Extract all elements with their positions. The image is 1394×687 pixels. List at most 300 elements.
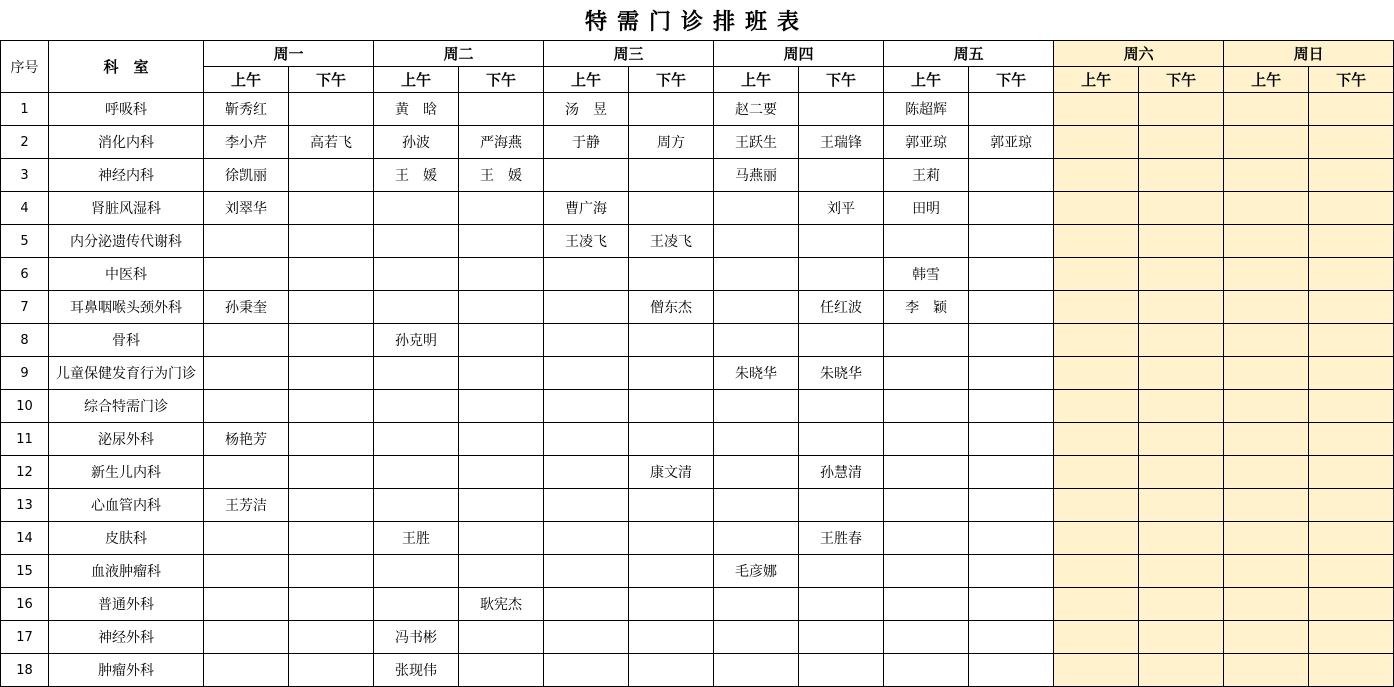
doctor-slot-cell[interactable]	[629, 357, 714, 390]
header-am[interactable]: 上午	[1054, 67, 1139, 93]
doctor-slot-cell[interactable]	[884, 555, 969, 588]
doctor-slot-cell[interactable]: 朱晓华	[714, 357, 799, 390]
doctor-slot-cell[interactable]: 王瑞锋	[799, 126, 884, 159]
doctor-slot-cell[interactable]	[1054, 357, 1139, 390]
doctor-slot-cell[interactable]	[799, 423, 884, 456]
doctor-slot-cell[interactable]	[629, 324, 714, 357]
doctor-slot-cell[interactable]	[1139, 192, 1224, 225]
doctor-slot-cell[interactable]	[969, 93, 1054, 126]
doctor-slot-cell[interactable]	[374, 423, 459, 456]
department-cell[interactable]: 消化内科	[49, 126, 204, 159]
department-cell[interactable]: 血液肿瘤科	[49, 555, 204, 588]
row-number-cell[interactable]: 2	[1, 126, 49, 159]
doctor-slot-cell[interactable]	[714, 390, 799, 423]
doctor-slot-cell[interactable]	[884, 621, 969, 654]
row-number-cell[interactable]: 16	[1, 588, 49, 621]
row-number-cell[interactable]: 12	[1, 456, 49, 489]
doctor-slot-cell[interactable]: 王凌飞	[629, 225, 714, 258]
doctor-slot-cell[interactable]	[629, 621, 714, 654]
row-number-cell[interactable]: 10	[1, 390, 49, 423]
doctor-slot-cell[interactable]	[714, 291, 799, 324]
doctor-slot-cell[interactable]	[204, 357, 289, 390]
row-number-cell[interactable]: 14	[1, 522, 49, 555]
doctor-slot-cell[interactable]	[1224, 291, 1309, 324]
doctor-slot-cell[interactable]	[204, 522, 289, 555]
doctor-slot-cell[interactable]	[799, 258, 884, 291]
doctor-slot-cell[interactable]	[459, 291, 544, 324]
doctor-slot-cell[interactable]	[1054, 93, 1139, 126]
doctor-slot-cell[interactable]	[204, 324, 289, 357]
doctor-slot-cell[interactable]: 田明	[884, 192, 969, 225]
doctor-slot-cell[interactable]	[969, 159, 1054, 192]
doctor-slot-cell[interactable]: 孙秉奎	[204, 291, 289, 324]
doctor-slot-cell[interactable]: 王胜	[374, 522, 459, 555]
row-number-cell[interactable]: 15	[1, 555, 49, 588]
doctor-slot-cell[interactable]	[289, 192, 374, 225]
row-number-cell[interactable]: 4	[1, 192, 49, 225]
doctor-slot-cell[interactable]	[969, 588, 1054, 621]
doctor-slot-cell[interactable]: 韩雪	[884, 258, 969, 291]
doctor-slot-cell[interactable]	[1309, 555, 1394, 588]
doctor-slot-cell[interactable]	[714, 522, 799, 555]
doctor-slot-cell[interactable]	[969, 324, 1054, 357]
department-cell[interactable]: 呼吸科	[49, 93, 204, 126]
doctor-slot-cell[interactable]	[204, 654, 289, 687]
doctor-slot-cell[interactable]	[1054, 159, 1139, 192]
doctor-slot-cell[interactable]: 于静	[544, 126, 629, 159]
header-pm[interactable]: 下午	[629, 67, 714, 93]
header-pm[interactable]: 下午	[1139, 67, 1224, 93]
doctor-slot-cell[interactable]	[1224, 159, 1309, 192]
doctor-slot-cell[interactable]	[459, 324, 544, 357]
doctor-slot-cell[interactable]	[1054, 456, 1139, 489]
doctor-slot-cell[interactable]	[969, 555, 1054, 588]
doctor-slot-cell[interactable]	[459, 423, 544, 456]
doctor-slot-cell[interactable]: 马燕丽	[714, 159, 799, 192]
doctor-slot-cell[interactable]: 徐凯丽	[204, 159, 289, 192]
doctor-slot-cell[interactable]	[714, 489, 799, 522]
doctor-slot-cell[interactable]	[1139, 291, 1224, 324]
header-am[interactable]: 上午	[204, 67, 289, 93]
row-number-cell[interactable]: 13	[1, 489, 49, 522]
doctor-slot-cell[interactable]	[544, 621, 629, 654]
department-cell[interactable]: 中医科	[49, 258, 204, 291]
doctor-slot-cell[interactable]	[629, 522, 714, 555]
department-cell[interactable]: 神经内科	[49, 159, 204, 192]
doctor-slot-cell[interactable]	[544, 456, 629, 489]
doctor-slot-cell[interactable]	[1139, 555, 1224, 588]
doctor-slot-cell[interactable]: 王莉	[884, 159, 969, 192]
doctor-slot-cell[interactable]: 孙慧清	[799, 456, 884, 489]
doctor-slot-cell[interactable]	[1224, 225, 1309, 258]
doctor-slot-cell[interactable]	[1139, 258, 1224, 291]
header-am[interactable]: 上午	[884, 67, 969, 93]
doctor-slot-cell[interactable]: 靳秀红	[204, 93, 289, 126]
doctor-slot-cell[interactable]: 陈超辉	[884, 93, 969, 126]
department-cell[interactable]: 肾脏风湿科	[49, 192, 204, 225]
department-cell[interactable]: 普通外科	[49, 588, 204, 621]
doctor-slot-cell[interactable]	[969, 423, 1054, 456]
row-number-cell[interactable]: 6	[1, 258, 49, 291]
doctor-slot-cell[interactable]	[629, 654, 714, 687]
doctor-slot-cell[interactable]	[1224, 588, 1309, 621]
doctor-slot-cell[interactable]	[1224, 192, 1309, 225]
doctor-slot-cell[interactable]	[1054, 126, 1139, 159]
doctor-slot-cell[interactable]	[714, 423, 799, 456]
doctor-slot-cell[interactable]	[289, 324, 374, 357]
header-am[interactable]: 上午	[1224, 67, 1309, 93]
row-number-cell[interactable]: 1	[1, 93, 49, 126]
doctor-slot-cell[interactable]: 孙克明	[374, 324, 459, 357]
doctor-slot-cell[interactable]	[289, 522, 374, 555]
doctor-slot-cell[interactable]	[374, 555, 459, 588]
doctor-slot-cell[interactable]	[289, 456, 374, 489]
row-number-cell[interactable]: 3	[1, 159, 49, 192]
doctor-slot-cell[interactable]	[629, 423, 714, 456]
doctor-slot-cell[interactable]	[799, 489, 884, 522]
header-pm[interactable]: 下午	[459, 67, 544, 93]
header-day-tue[interactable]: 周二	[374, 41, 544, 67]
doctor-slot-cell[interactable]	[289, 489, 374, 522]
doctor-slot-cell[interactable]	[1224, 93, 1309, 126]
doctor-slot-cell[interactable]	[884, 357, 969, 390]
doctor-slot-cell[interactable]	[1054, 588, 1139, 621]
doctor-slot-cell[interactable]	[544, 423, 629, 456]
doctor-slot-cell[interactable]	[1139, 588, 1224, 621]
doctor-slot-cell[interactable]	[1309, 192, 1394, 225]
doctor-slot-cell[interactable]	[1224, 258, 1309, 291]
doctor-slot-cell[interactable]	[374, 357, 459, 390]
row-number-cell[interactable]: 5	[1, 225, 49, 258]
department-cell[interactable]: 内分泌遗传代谢科	[49, 225, 204, 258]
doctor-slot-cell[interactable]	[459, 621, 544, 654]
doctor-slot-cell[interactable]	[289, 159, 374, 192]
doctor-slot-cell[interactable]	[714, 456, 799, 489]
doctor-slot-cell[interactable]: 李小芹	[204, 126, 289, 159]
doctor-slot-cell[interactable]	[1054, 522, 1139, 555]
doctor-slot-cell[interactable]	[374, 192, 459, 225]
doctor-slot-cell[interactable]	[459, 390, 544, 423]
doctor-slot-cell[interactable]	[799, 390, 884, 423]
doctor-slot-cell[interactable]	[1224, 126, 1309, 159]
doctor-slot-cell[interactable]: 孙波	[374, 126, 459, 159]
department-cell[interactable]: 皮肤科	[49, 522, 204, 555]
doctor-slot-cell[interactable]	[1054, 555, 1139, 588]
doctor-slot-cell[interactable]	[1224, 489, 1309, 522]
header-pm[interactable]: 下午	[1309, 67, 1394, 93]
doctor-slot-cell[interactable]	[204, 588, 289, 621]
doctor-slot-cell[interactable]	[1139, 423, 1224, 456]
doctor-slot-cell[interactable]	[884, 390, 969, 423]
row-number-cell[interactable]: 8	[1, 324, 49, 357]
header-day-sun[interactable]: 周日	[1224, 41, 1394, 67]
doctor-slot-cell[interactable]	[1224, 654, 1309, 687]
doctor-slot-cell[interactable]	[799, 93, 884, 126]
doctor-slot-cell[interactable]	[799, 225, 884, 258]
header-day-wed[interactable]: 周三	[544, 41, 714, 67]
doctor-slot-cell[interactable]: 刘翠华	[204, 192, 289, 225]
doctor-slot-cell[interactable]	[1054, 489, 1139, 522]
doctor-slot-cell[interactable]	[459, 654, 544, 687]
doctor-slot-cell[interactable]	[374, 489, 459, 522]
doctor-slot-cell[interactable]	[629, 390, 714, 423]
doctor-slot-cell[interactable]: 赵二要	[714, 93, 799, 126]
doctor-slot-cell[interactable]	[1224, 357, 1309, 390]
header-pm[interactable]: 下午	[969, 67, 1054, 93]
doctor-slot-cell[interactable]	[459, 258, 544, 291]
doctor-slot-cell[interactable]	[544, 258, 629, 291]
doctor-slot-cell[interactable]: 王跃生	[714, 126, 799, 159]
header-pm[interactable]: 下午	[799, 67, 884, 93]
doctor-slot-cell[interactable]	[1309, 522, 1394, 555]
doctor-slot-cell[interactable]	[1054, 291, 1139, 324]
doctor-slot-cell[interactable]	[459, 357, 544, 390]
doctor-slot-cell[interactable]	[714, 258, 799, 291]
doctor-slot-cell[interactable]	[1309, 93, 1394, 126]
header-day-sat[interactable]: 周六	[1054, 41, 1224, 67]
doctor-slot-cell[interactable]	[1309, 588, 1394, 621]
doctor-slot-cell[interactable]	[629, 159, 714, 192]
doctor-slot-cell[interactable]	[1309, 390, 1394, 423]
doctor-slot-cell[interactable]: 毛彦娜	[714, 555, 799, 588]
row-number-cell[interactable]: 7	[1, 291, 49, 324]
doctor-slot-cell[interactable]	[969, 258, 1054, 291]
header-am[interactable]: 上午	[374, 67, 459, 93]
department-cell[interactable]: 综合特需门诊	[49, 390, 204, 423]
department-cell[interactable]: 心血管内科	[49, 489, 204, 522]
doctor-slot-cell[interactable]: 耿宪杰	[459, 588, 544, 621]
doctor-slot-cell[interactable]	[629, 555, 714, 588]
doctor-slot-cell[interactable]	[1224, 555, 1309, 588]
doctor-slot-cell[interactable]	[969, 357, 1054, 390]
doctor-slot-cell[interactable]	[1309, 159, 1394, 192]
doctor-slot-cell[interactable]	[289, 225, 374, 258]
doctor-slot-cell[interactable]	[1309, 291, 1394, 324]
doctor-slot-cell[interactable]	[544, 588, 629, 621]
doctor-slot-cell[interactable]	[714, 324, 799, 357]
doctor-slot-cell[interactable]: 朱晓华	[799, 357, 884, 390]
doctor-slot-cell[interactable]: 汤 昱	[544, 93, 629, 126]
doctor-slot-cell[interactable]	[544, 390, 629, 423]
doctor-slot-cell[interactable]	[1224, 423, 1309, 456]
doctor-slot-cell[interactable]	[1224, 390, 1309, 423]
doctor-slot-cell[interactable]	[969, 192, 1054, 225]
header-am[interactable]: 上午	[714, 67, 799, 93]
doctor-slot-cell[interactable]: 刘平	[799, 192, 884, 225]
doctor-slot-cell[interactable]	[1309, 654, 1394, 687]
doctor-slot-cell[interactable]: 黄 晗	[374, 93, 459, 126]
department-cell[interactable]: 骨科	[49, 324, 204, 357]
doctor-slot-cell[interactable]	[714, 621, 799, 654]
doctor-slot-cell[interactable]	[799, 588, 884, 621]
doctor-slot-cell[interactable]: 杨艳芳	[204, 423, 289, 456]
doctor-slot-cell[interactable]	[884, 522, 969, 555]
doctor-slot-cell[interactable]	[289, 654, 374, 687]
header-day-thu[interactable]: 周四	[714, 41, 884, 67]
doctor-slot-cell[interactable]	[1139, 126, 1224, 159]
doctor-slot-cell[interactable]	[289, 258, 374, 291]
doctor-slot-cell[interactable]	[1054, 654, 1139, 687]
doctor-slot-cell[interactable]	[799, 555, 884, 588]
doctor-slot-cell[interactable]	[204, 456, 289, 489]
doctor-slot-cell[interactable]	[714, 192, 799, 225]
doctor-slot-cell[interactable]	[1139, 93, 1224, 126]
doctor-slot-cell[interactable]	[459, 522, 544, 555]
department-cell[interactable]: 耳鼻咽喉头颈外科	[49, 291, 204, 324]
header-pm[interactable]: 下午	[289, 67, 374, 93]
doctor-slot-cell[interactable]	[884, 225, 969, 258]
header-dept[interactable]: 科 室	[49, 41, 204, 93]
doctor-slot-cell[interactable]	[1139, 654, 1224, 687]
doctor-slot-cell[interactable]	[799, 621, 884, 654]
doctor-slot-cell[interactable]	[969, 522, 1054, 555]
doctor-slot-cell[interactable]	[969, 489, 1054, 522]
doctor-slot-cell[interactable]	[459, 555, 544, 588]
doctor-slot-cell[interactable]	[799, 159, 884, 192]
doctor-slot-cell[interactable]	[1139, 621, 1224, 654]
doctor-slot-cell[interactable]	[374, 225, 459, 258]
doctor-slot-cell[interactable]: 李 颖	[884, 291, 969, 324]
doctor-slot-cell[interactable]	[459, 93, 544, 126]
doctor-slot-cell[interactable]	[969, 456, 1054, 489]
doctor-slot-cell[interactable]	[289, 291, 374, 324]
doctor-slot-cell[interactable]	[799, 654, 884, 687]
doctor-slot-cell[interactable]	[204, 390, 289, 423]
department-cell[interactable]: 新生儿内科	[49, 456, 204, 489]
doctor-slot-cell[interactable]	[459, 456, 544, 489]
doctor-slot-cell[interactable]	[544, 159, 629, 192]
doctor-slot-cell[interactable]	[629, 93, 714, 126]
row-number-cell[interactable]: 17	[1, 621, 49, 654]
department-cell[interactable]: 儿童保健发育行为门诊	[49, 357, 204, 390]
doctor-slot-cell[interactable]	[884, 324, 969, 357]
doctor-slot-cell[interactable]	[544, 654, 629, 687]
doctor-slot-cell[interactable]	[374, 258, 459, 291]
doctor-slot-cell[interactable]: 周方	[629, 126, 714, 159]
row-number-cell[interactable]: 18	[1, 654, 49, 687]
doctor-slot-cell[interactable]	[1309, 126, 1394, 159]
doctor-slot-cell[interactable]: 郭亚琼	[969, 126, 1054, 159]
doctor-slot-cell[interactable]	[884, 456, 969, 489]
doctor-slot-cell[interactable]	[629, 489, 714, 522]
doctor-slot-cell[interactable]	[1224, 324, 1309, 357]
doctor-slot-cell[interactable]	[1139, 357, 1224, 390]
department-cell[interactable]: 泌尿外科	[49, 423, 204, 456]
doctor-slot-cell[interactable]	[1224, 522, 1309, 555]
doctor-slot-cell[interactable]	[1224, 621, 1309, 654]
doctor-slot-cell[interactable]	[714, 225, 799, 258]
department-cell[interactable]: 肿瘤外科	[49, 654, 204, 687]
doctor-slot-cell[interactable]	[1054, 621, 1139, 654]
doctor-slot-cell[interactable]	[969, 291, 1054, 324]
doctor-slot-cell[interactable]: 高若飞	[289, 126, 374, 159]
doctor-slot-cell[interactable]	[1054, 390, 1139, 423]
doctor-slot-cell[interactable]	[1309, 456, 1394, 489]
department-cell[interactable]: 神经外科	[49, 621, 204, 654]
doctor-slot-cell[interactable]	[544, 357, 629, 390]
row-number-cell[interactable]: 11	[1, 423, 49, 456]
doctor-slot-cell[interactable]: 王芳洁	[204, 489, 289, 522]
doctor-slot-cell[interactable]: 张现伟	[374, 654, 459, 687]
doctor-slot-cell[interactable]: 僧东杰	[629, 291, 714, 324]
doctor-slot-cell[interactable]	[1054, 324, 1139, 357]
doctor-slot-cell[interactable]	[544, 489, 629, 522]
doctor-slot-cell[interactable]	[1139, 522, 1224, 555]
doctor-slot-cell[interactable]	[884, 654, 969, 687]
doctor-slot-cell[interactable]	[1309, 621, 1394, 654]
doctor-slot-cell[interactable]	[289, 621, 374, 654]
doctor-slot-cell[interactable]	[459, 225, 544, 258]
doctor-slot-cell[interactable]	[1139, 324, 1224, 357]
header-seq[interactable]: 序号	[1, 41, 49, 93]
doctor-slot-cell[interactable]: 康文清	[629, 456, 714, 489]
doctor-slot-cell[interactable]: 冯书彬	[374, 621, 459, 654]
doctor-slot-cell[interactable]	[544, 291, 629, 324]
doctor-slot-cell[interactable]: 王胜春	[799, 522, 884, 555]
doctor-slot-cell[interactable]	[544, 324, 629, 357]
doctor-slot-cell[interactable]	[969, 390, 1054, 423]
doctor-slot-cell[interactable]	[1309, 258, 1394, 291]
doctor-slot-cell[interactable]	[1054, 423, 1139, 456]
doctor-slot-cell[interactable]	[884, 489, 969, 522]
doctor-slot-cell[interactable]	[884, 588, 969, 621]
doctor-slot-cell[interactable]	[1139, 225, 1224, 258]
doctor-slot-cell[interactable]	[459, 489, 544, 522]
doctor-slot-cell[interactable]: 王 媛	[374, 159, 459, 192]
doctor-slot-cell[interactable]	[884, 423, 969, 456]
doctor-slot-cell[interactable]	[374, 291, 459, 324]
doctor-slot-cell[interactable]	[969, 225, 1054, 258]
doctor-slot-cell[interactable]: 曹广海	[544, 192, 629, 225]
header-day-fri[interactable]: 周五	[884, 41, 1054, 67]
doctor-slot-cell[interactable]	[1309, 324, 1394, 357]
doctor-slot-cell[interactable]	[374, 588, 459, 621]
doctor-slot-cell[interactable]	[1054, 192, 1139, 225]
doctor-slot-cell[interactable]	[204, 555, 289, 588]
doctor-slot-cell[interactable]	[374, 390, 459, 423]
doctor-slot-cell[interactable]	[204, 258, 289, 291]
doctor-slot-cell[interactable]	[1139, 456, 1224, 489]
doctor-slot-cell[interactable]	[969, 621, 1054, 654]
doctor-slot-cell[interactable]	[289, 93, 374, 126]
row-number-cell[interactable]: 9	[1, 357, 49, 390]
doctor-slot-cell[interactable]	[374, 456, 459, 489]
doctor-slot-cell[interactable]	[629, 258, 714, 291]
doctor-slot-cell[interactable]	[289, 357, 374, 390]
header-am[interactable]: 上午	[544, 67, 629, 93]
doctor-slot-cell[interactable]	[629, 192, 714, 225]
doctor-slot-cell[interactable]	[969, 654, 1054, 687]
doctor-slot-cell[interactable]	[544, 522, 629, 555]
doctor-slot-cell[interactable]	[204, 225, 289, 258]
doctor-slot-cell[interactable]	[1139, 390, 1224, 423]
doctor-slot-cell[interactable]	[1309, 357, 1394, 390]
doctor-slot-cell[interactable]: 严海燕	[459, 126, 544, 159]
header-day-mon[interactable]: 周一	[204, 41, 374, 67]
doctor-slot-cell[interactable]: 任红波	[799, 291, 884, 324]
doctor-slot-cell[interactable]	[799, 324, 884, 357]
doctor-slot-cell[interactable]	[289, 555, 374, 588]
doctor-slot-cell[interactable]	[204, 621, 289, 654]
doctor-slot-cell[interactable]	[1309, 225, 1394, 258]
doctor-slot-cell[interactable]	[1139, 159, 1224, 192]
doctor-slot-cell[interactable]	[459, 192, 544, 225]
doctor-slot-cell[interactable]	[289, 423, 374, 456]
doctor-slot-cell[interactable]	[1309, 423, 1394, 456]
doctor-slot-cell[interactable]	[289, 390, 374, 423]
doctor-slot-cell[interactable]	[629, 588, 714, 621]
doctor-slot-cell[interactable]: 王 媛	[459, 159, 544, 192]
